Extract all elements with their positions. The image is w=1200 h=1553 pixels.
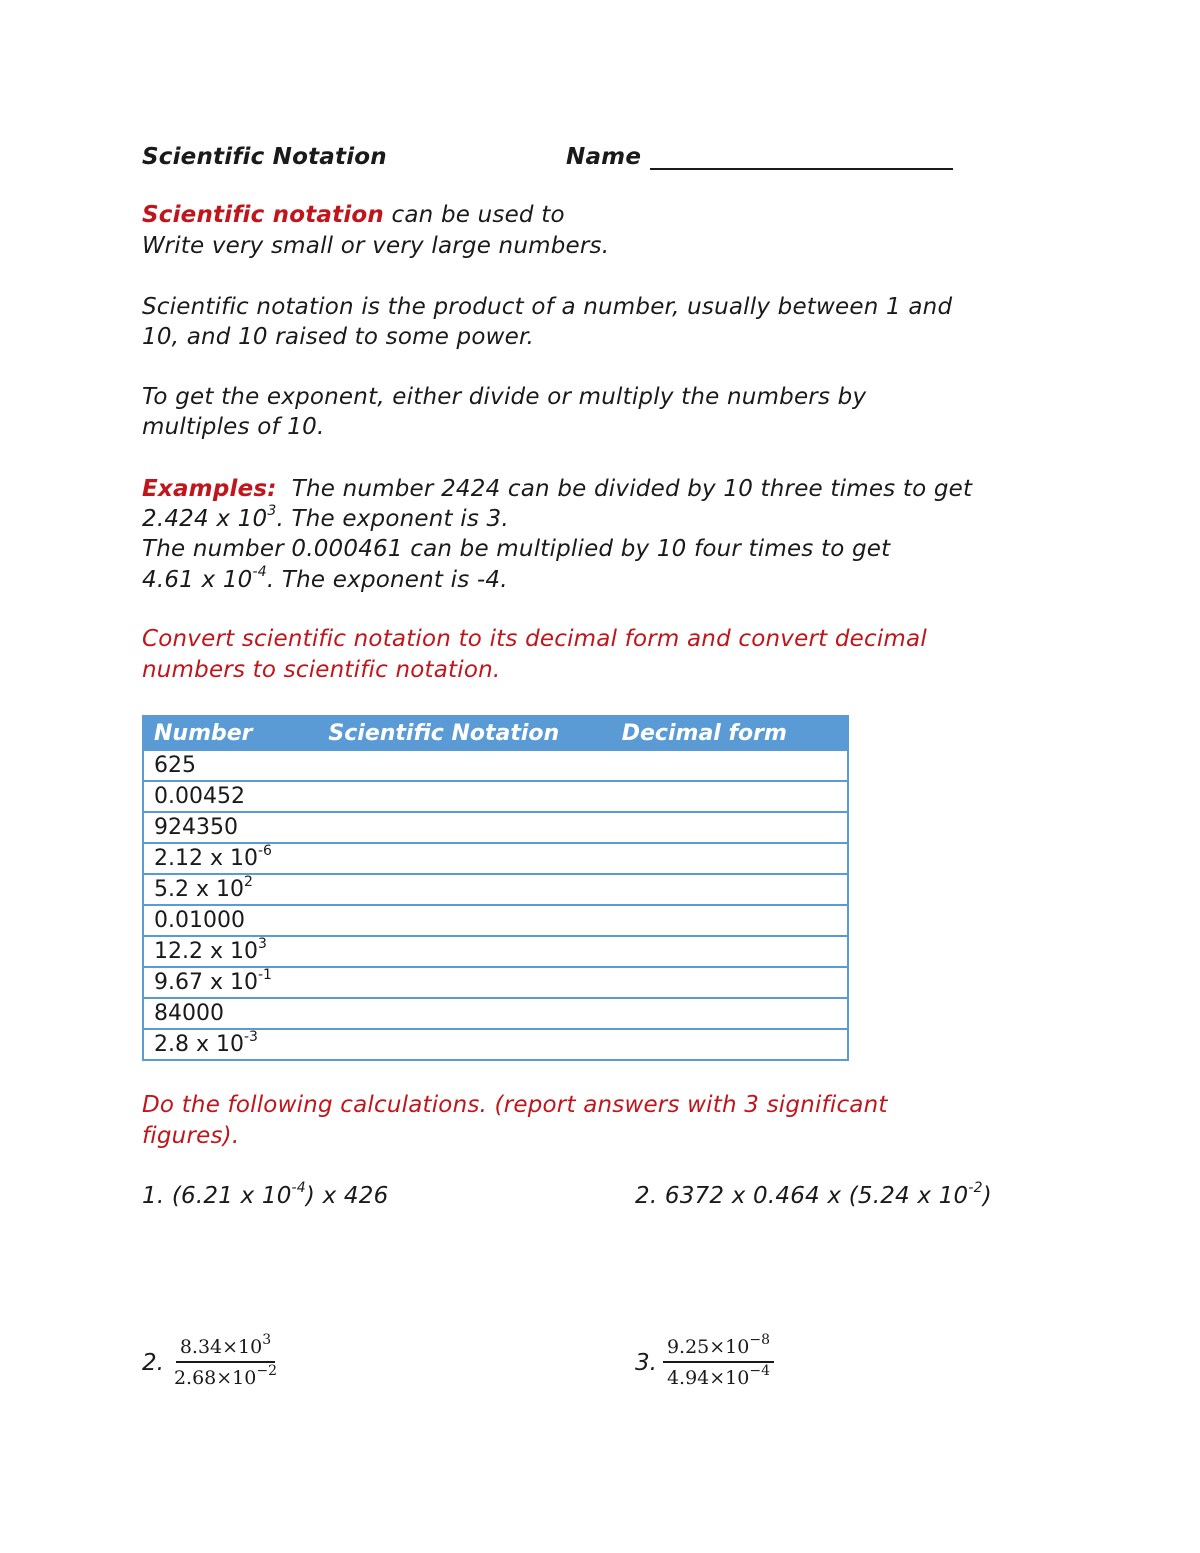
header-decimal-form: Decimal form bbox=[611, 716, 848, 750]
problem-4-fraction bbox=[635, 1331, 774, 1389]
table-row bbox=[143, 812, 848, 843]
table-row bbox=[143, 936, 848, 967]
problem-2-exp: -2 bbox=[968, 1180, 983, 1197]
number-value: 0.00452 bbox=[154, 784, 245, 809]
problem-2 bbox=[635, 1181, 992, 1211]
exponent-rule-line-1: To get the exponent, either divide or multiply the numbers by bbox=[142, 384, 867, 410]
problem-3-denominator-exp: −2 bbox=[256, 1362, 277, 1379]
number-exponent: -6 bbox=[257, 842, 272, 859]
table-row bbox=[143, 874, 848, 905]
problem-4-numerator bbox=[663, 1331, 774, 1363]
calc-instruction-line-2: figures). bbox=[142, 1123, 240, 1149]
table-header-row bbox=[143, 716, 848, 750]
decimal-form-cell[interactable] bbox=[611, 936, 848, 967]
intro-line-1-rest: can be used to bbox=[384, 202, 565, 228]
examples-line-2 bbox=[142, 504, 509, 534]
problem-3-numerator-base: 8.34×10 bbox=[179, 1336, 263, 1358]
problem-1-part-a: 1. (6.21 x 10 bbox=[142, 1183, 292, 1209]
number-value: 2.8 x 10 bbox=[154, 1032, 244, 1057]
decimal-form-cell[interactable] bbox=[611, 874, 848, 905]
header-number: Number bbox=[143, 716, 317, 750]
problem-2-part-a: 2. 6372 x 0.464 x (5.24 x 10 bbox=[635, 1183, 969, 1209]
table-row bbox=[143, 967, 848, 998]
decimal-form-cell[interactable] bbox=[611, 1029, 848, 1060]
calc-instruction-line-1: Do the following calculations. (report answers with 3 significant bbox=[142, 1092, 888, 1118]
examples-line-2-base: 2.424 x 10 bbox=[142, 506, 268, 532]
decimal-form-cell[interactable] bbox=[611, 843, 848, 874]
scientific-notation-cell[interactable] bbox=[317, 905, 610, 936]
problem-1 bbox=[142, 1181, 388, 1211]
number-cell bbox=[143, 750, 317, 781]
scientific-notation-cell[interactable] bbox=[317, 781, 610, 812]
scientific-notation-cell[interactable] bbox=[317, 1029, 610, 1060]
scientific-notation-cell[interactable] bbox=[317, 998, 610, 1029]
number-cell bbox=[143, 874, 317, 905]
name-label: Name bbox=[566, 144, 642, 170]
scientific-notation-cell[interactable] bbox=[317, 967, 610, 998]
scientific-notation-cell[interactable] bbox=[317, 812, 610, 843]
number-value: 924350 bbox=[154, 815, 238, 840]
number-cell bbox=[143, 998, 317, 1029]
problem-4-label: 3. bbox=[635, 1349, 657, 1376]
problem-2-part-b: ) bbox=[982, 1183, 992, 1209]
examples-line-2-rest: . The exponent is 3. bbox=[276, 506, 509, 532]
decimal-form-cell[interactable] bbox=[611, 812, 848, 843]
number-value: 12.2 x 10 bbox=[154, 939, 258, 964]
number-value: 5.2 x 10 bbox=[154, 877, 244, 902]
definition-line-1: Scientific notation is the product of a number, usually between 1 and bbox=[142, 294, 953, 320]
examples-label: Examples: bbox=[142, 476, 277, 502]
number-value: 9.67 x 10 bbox=[154, 970, 258, 995]
intro-term: Scientific notation bbox=[142, 202, 385, 228]
problem-1-part-b: ) x 426 bbox=[305, 1183, 389, 1209]
table-row bbox=[143, 905, 848, 936]
table-row bbox=[143, 998, 848, 1029]
table-row bbox=[143, 843, 848, 874]
decimal-form-cell[interactable] bbox=[611, 967, 848, 998]
problem-3-label: 2. bbox=[142, 1349, 164, 1376]
number-exponent: 3 bbox=[257, 935, 267, 952]
problem-3-denominator-base: 2.68×10 bbox=[173, 1367, 257, 1389]
decimal-form-cell[interactable] bbox=[611, 905, 848, 936]
number-cell bbox=[143, 905, 317, 936]
examples-line-4-exp: -4 bbox=[252, 564, 267, 581]
number-value: 625 bbox=[154, 753, 196, 778]
notation-table bbox=[142, 715, 849, 1061]
problem-3-numerator bbox=[176, 1331, 275, 1363]
examples-line-2-exp: 3 bbox=[267, 503, 277, 520]
header-scientific-notation: Scientific Notation bbox=[317, 716, 610, 750]
problem-3-denominator bbox=[170, 1363, 281, 1389]
scientific-notation-cell[interactable] bbox=[317, 843, 610, 874]
scientific-notation-cell[interactable] bbox=[317, 750, 610, 781]
problem-3-fraction-body bbox=[170, 1331, 281, 1389]
problem-4-denominator-exp: −4 bbox=[749, 1362, 770, 1379]
number-cell bbox=[143, 781, 317, 812]
table-row bbox=[143, 750, 848, 781]
examples-line-4 bbox=[142, 565, 508, 595]
intro-line-2: Write very small or very large numbers. bbox=[142, 233, 610, 259]
convert-instruction-line-1: Convert scientific notation to its decimal form and convert decimal bbox=[142, 626, 927, 652]
definition-line-2: 10, and 10 raised to some power. bbox=[142, 324, 535, 350]
examples-line-4-rest: . The exponent is -4. bbox=[266, 567, 508, 593]
convert-instruction-line-2: numbers to scientific notation. bbox=[142, 657, 501, 683]
problem-1-exp: -4 bbox=[291, 1180, 306, 1197]
number-cell bbox=[143, 1029, 317, 1060]
intro-line-1 bbox=[142, 200, 565, 230]
table-row bbox=[143, 781, 848, 812]
examples-line-1 bbox=[142, 474, 972, 504]
number-value: 2.12 x 10 bbox=[154, 846, 258, 871]
problem-4-numerator-base: 9.25×10 bbox=[666, 1336, 750, 1358]
problem-4-numerator-exp: −8 bbox=[749, 1331, 770, 1348]
examples-line-3: The number 0.000461 can be multiplied by 10 four times to get bbox=[142, 536, 891, 562]
number-cell bbox=[143, 812, 317, 843]
number-cell bbox=[143, 936, 317, 967]
decimal-form-cell[interactable] bbox=[611, 998, 848, 1029]
decimal-form-cell[interactable] bbox=[611, 750, 848, 781]
scientific-notation-cell[interactable] bbox=[317, 874, 610, 905]
problem-4-denominator-base: 4.94×10 bbox=[666, 1367, 750, 1389]
number-value: 0.01000 bbox=[154, 908, 245, 933]
decimal-form-cell[interactable] bbox=[611, 781, 848, 812]
number-cell bbox=[143, 843, 317, 874]
number-cell bbox=[143, 967, 317, 998]
examples-line-1-text: The number 2424 can be divided by 10 three times to get bbox=[291, 476, 973, 502]
number-exponent: -1 bbox=[257, 966, 272, 983]
page-title: Scientific Notation bbox=[142, 144, 387, 170]
examples-line-4-base: 4.61 x 10 bbox=[142, 567, 253, 593]
scientific-notation-cell[interactable] bbox=[317, 936, 610, 967]
number-value: 84000 bbox=[154, 1001, 224, 1026]
problem-4-denominator bbox=[663, 1363, 774, 1389]
problem-4-fraction-body bbox=[663, 1331, 774, 1389]
problem-3-numerator-exp: 3 bbox=[262, 1331, 272, 1348]
name-blank-line[interactable] bbox=[650, 168, 953, 170]
problem-3-fraction bbox=[142, 1331, 281, 1389]
number-exponent: -3 bbox=[244, 1028, 258, 1045]
number-exponent: 2 bbox=[244, 873, 253, 890]
table-row bbox=[143, 1029, 848, 1060]
exponent-rule-line-2: multiples of 10. bbox=[142, 414, 325, 440]
